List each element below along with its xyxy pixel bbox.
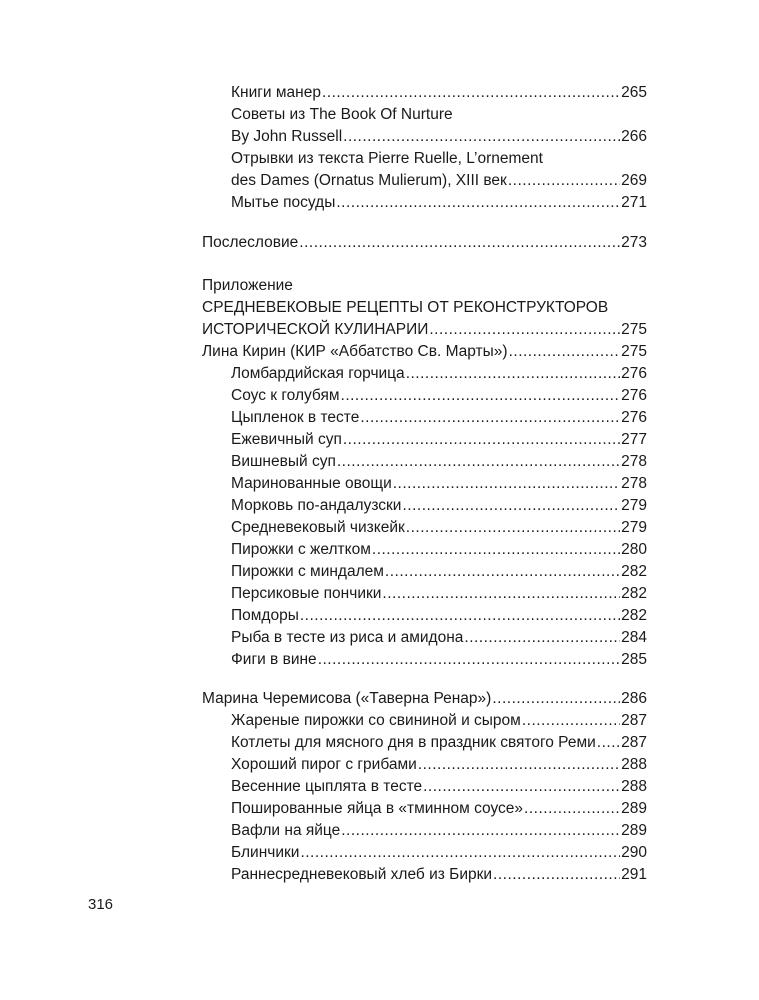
toc-entry-title: Приложение bbox=[202, 277, 293, 294]
toc-entry bbox=[231, 798, 647, 820]
toc-dot-leader bbox=[337, 451, 620, 473]
toc-entry-title: Рыба в тесте из риса и амидона bbox=[231, 629, 464, 646]
toc-entry bbox=[231, 583, 647, 605]
toc-entry bbox=[231, 539, 647, 561]
toc-entry bbox=[202, 341, 647, 363]
toc-dot-leader bbox=[423, 776, 620, 798]
toc-entry bbox=[231, 561, 647, 583]
toc-dot-leader bbox=[406, 363, 620, 385]
toc-entry bbox=[202, 319, 647, 341]
toc-entry bbox=[231, 649, 647, 671]
toc-entry-title: Послесловие bbox=[202, 234, 299, 251]
toc-entry-title: Цыпленок в тесте bbox=[231, 409, 360, 426]
toc-entry-page: 289 bbox=[621, 822, 647, 839]
toc-dot-leader bbox=[406, 517, 620, 539]
toc-entry-page: 275 bbox=[621, 343, 647, 360]
toc-dot-leader bbox=[492, 688, 620, 710]
toc-dot-leader bbox=[318, 649, 620, 671]
toc-entry-page: 278 bbox=[621, 453, 647, 470]
toc-entry bbox=[231, 170, 647, 192]
toc-entry-title: Средневековый чизкейк bbox=[231, 519, 405, 536]
toc-dot-leader bbox=[300, 842, 620, 864]
toc-dot-leader bbox=[343, 126, 620, 148]
toc-entry-title: Котлеты для мясного дня в праздник святого Реми bbox=[231, 734, 596, 751]
toc-entry-page: 276 bbox=[621, 409, 647, 426]
toc-entry-page: 290 bbox=[621, 844, 647, 861]
toc-entry-title: Жареные пирожки со свининой и сыром bbox=[231, 712, 521, 729]
toc-entry-page: 287 bbox=[621, 734, 647, 751]
toc-entry-title: Раннесредневековый хлеб из Бирки bbox=[231, 866, 493, 883]
toc-entry-title: Пирожки с желтком bbox=[231, 541, 371, 558]
toc-entry bbox=[231, 429, 647, 451]
toc-entry-title: Вафли на яйце bbox=[231, 822, 341, 839]
toc-entry-title: Морковь по-андалузски bbox=[231, 497, 402, 514]
toc-entry-title: Соус к голубям bbox=[231, 387, 340, 404]
toc-entry-title: Пирожки с миндалем bbox=[231, 563, 384, 580]
toc-entry-title: Отрывки из текста Pierre Ruelle, L’ornement bbox=[231, 150, 543, 167]
toc-entry bbox=[231, 605, 647, 627]
toc-entry bbox=[231, 754, 647, 776]
toc-entry-page: 291 bbox=[621, 866, 647, 883]
toc-entry-title: Хороший пирог с грибами bbox=[231, 756, 417, 773]
toc-entry-page: 280 bbox=[621, 541, 647, 558]
toc-entry-title: Помдоры bbox=[231, 607, 299, 624]
toc-entry-page: 278 bbox=[621, 475, 647, 492]
toc-entry-title: Маринованные овощи bbox=[231, 475, 392, 492]
toc-entry bbox=[231, 627, 647, 649]
toc-entry bbox=[231, 842, 647, 864]
toc-dot-leader bbox=[418, 754, 620, 776]
toc-entry bbox=[202, 688, 647, 710]
toc-dot-leader bbox=[322, 82, 620, 104]
toc-entry-title: Вишневый суп bbox=[231, 453, 336, 470]
toc-entry-page: 282 bbox=[621, 585, 647, 602]
toc-entry-page: 288 bbox=[621, 756, 647, 773]
toc-dot-leader bbox=[508, 170, 620, 192]
toc-entry bbox=[231, 126, 647, 148]
toc-entry-title: Пошированные яйца в «тминном соусе» bbox=[231, 800, 524, 817]
toc-dot-leader bbox=[360, 407, 620, 429]
toc-entry-title: Мытье посуды bbox=[231, 194, 336, 211]
toc-entry-page: 287 bbox=[621, 712, 647, 729]
toc-entry-title: Фиги в вине bbox=[231, 651, 317, 668]
toc-entry-page: 277 bbox=[621, 431, 647, 448]
toc-dot-leader bbox=[372, 539, 620, 561]
toc-entry-title: Марина Черемисова («Таверна Ренар») bbox=[202, 690, 492, 707]
toc-entry-page: 269 bbox=[621, 172, 647, 189]
toc-entry-title: Ломбардийская горчица bbox=[231, 365, 405, 382]
toc-entry-page: 282 bbox=[621, 563, 647, 580]
toc-dot-leader bbox=[300, 605, 620, 627]
page-number: 316 bbox=[88, 896, 114, 913]
toc-dot-leader bbox=[524, 798, 620, 820]
toc-dot-leader bbox=[393, 473, 620, 495]
toc-entry-page: 265 bbox=[621, 84, 647, 101]
toc-dot-leader bbox=[382, 583, 620, 605]
toc-entry-page: 282 bbox=[621, 607, 647, 624]
toc-entry-title: Ежевичный суп bbox=[231, 431, 342, 448]
toc-entry bbox=[202, 275, 647, 297]
toc-dot-leader bbox=[509, 341, 621, 363]
toc-entry-title: СРЕДНЕВЕКОВЫЕ РЕЦЕПТЫ ОТ РЕКОНСТРУКТОРОВ bbox=[202, 299, 609, 316]
toc-entry-title: Советы из The Book Of Nurture bbox=[231, 106, 453, 123]
toc-dot-leader bbox=[402, 495, 620, 517]
toc-dot-leader bbox=[464, 627, 620, 649]
toc-entry bbox=[202, 232, 647, 254]
toc-entry-page: 288 bbox=[621, 778, 647, 795]
toc-entry-title: By John Russell bbox=[231, 128, 343, 145]
toc-entry bbox=[231, 517, 647, 539]
toc-entry-page: 276 bbox=[621, 387, 647, 404]
toc-entry-title: Персиковые пончики bbox=[231, 585, 382, 602]
toc-entry bbox=[231, 864, 647, 886]
toc-dot-leader bbox=[343, 429, 620, 451]
toc-dot-leader bbox=[385, 561, 620, 583]
toc-entry-title: ИСТОРИЧЕСКОЙ КУЛИНАРИИ bbox=[202, 321, 429, 338]
toc-dot-leader bbox=[429, 319, 620, 341]
toc-entry-page: 289 bbox=[621, 800, 647, 817]
toc-dot-leader bbox=[493, 864, 620, 886]
toc-entry-page: 279 bbox=[621, 497, 647, 514]
toc-entry bbox=[231, 451, 647, 473]
toc-entry bbox=[231, 192, 647, 214]
toc-dot-leader bbox=[336, 192, 620, 214]
toc-entry-title: Книги манер bbox=[231, 84, 321, 101]
toc-entry-page: 273 bbox=[621, 234, 647, 251]
toc-entry bbox=[231, 385, 647, 407]
toc-entry-page: 285 bbox=[621, 651, 647, 668]
toc-entry-page: 266 bbox=[621, 128, 647, 145]
toc-entry bbox=[231, 495, 647, 517]
toc-entry bbox=[231, 363, 647, 385]
toc-dot-leader bbox=[299, 232, 620, 254]
toc-entry bbox=[202, 297, 647, 319]
toc-entry-page: 286 bbox=[621, 690, 647, 707]
toc-entry bbox=[231, 82, 647, 104]
toc-entry bbox=[231, 104, 647, 126]
toc-dot-leader bbox=[597, 732, 620, 754]
toc-dot-leader bbox=[341, 820, 620, 842]
toc-entry bbox=[231, 148, 647, 170]
toc-dot-leader bbox=[522, 710, 620, 732]
toc-entry bbox=[231, 407, 647, 429]
toc-entry-page: 284 bbox=[621, 629, 647, 646]
toc-entry-title: Лина Кирин (КИР «Аббатство Св. Марты») bbox=[202, 343, 508, 360]
toc-entry bbox=[231, 820, 647, 842]
toc-entry-page: 279 bbox=[621, 519, 647, 536]
toc-entry bbox=[231, 473, 647, 495]
toc-entry-page: 271 bbox=[621, 194, 647, 211]
toc-entry bbox=[231, 710, 647, 732]
toc-dot-leader bbox=[341, 385, 621, 407]
toc-entry-page: 276 bbox=[621, 365, 647, 382]
toc-entry-title: des Dames (Ornatus Mulierum), XIII век bbox=[231, 172, 507, 189]
toc-entry-title: Блинчики bbox=[231, 844, 300, 861]
toc-entry bbox=[231, 732, 647, 754]
toc-entry bbox=[231, 776, 647, 798]
toc-entry-page: 275 bbox=[621, 321, 647, 338]
toc-entry-title: Весенние цыплята в тесте bbox=[231, 778, 423, 795]
